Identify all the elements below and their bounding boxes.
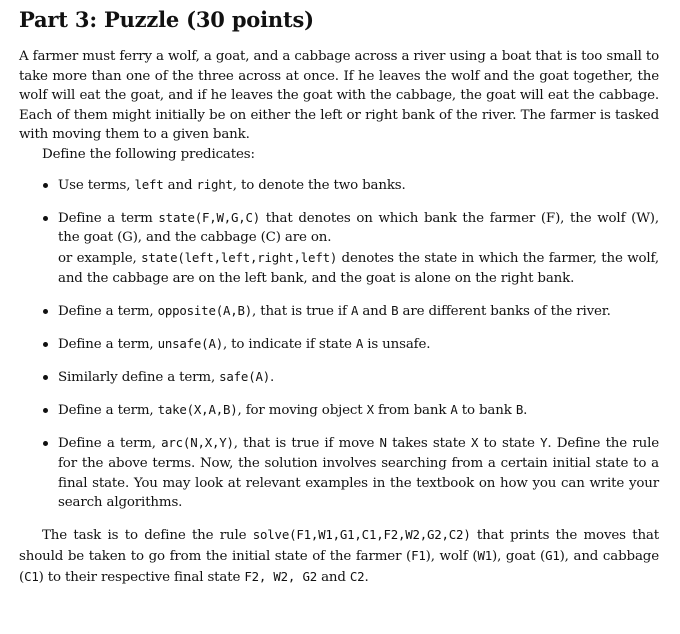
list-item-unsafe: Define a term, unsafe(A), to indicate if state A is unsafe. xyxy=(19,334,659,355)
bullet-icon xyxy=(43,408,48,413)
list-item-take: Define a term, take(X,A,B), for moving object X from bank A to bank B. xyxy=(19,400,659,421)
code-opposite: opposite(A,B) xyxy=(157,302,253,318)
section-title: Part 3: Puzzle (30 points) xyxy=(19,7,314,32)
code-safe: safe(A) xyxy=(219,369,270,385)
list-item-opposite: Define a term, opposite(A,B), that is true if A and B are different banks of the river. xyxy=(19,301,659,322)
code-unsafe: unsafe(A) xyxy=(157,335,223,351)
task-paragraph: The task is to define the rule solve(F1,W1,G1,C1,F2,W2,G2,C2) that prints the moves that should be taken to go from the initial state of the farmer (F1), wolf (W1), goat (G1), and cabbage (C1) to their respective final state F2, W2, G2 and C2. xyxy=(19,527,659,585)
bullet-icon xyxy=(43,183,48,188)
bullet-icon xyxy=(43,309,48,314)
define-predicates-line: Define the following predicates: xyxy=(42,146,255,162)
list-item-arc: Define a term, arc(N,X,Y), that is true if move N takes state X to state Y. Define the rule for the above terms. Now, the solution involves searching from a certain initial state to a final state. You may look at relevant examples in the textbook on how you can write your search algorithms. xyxy=(19,433,659,512)
bullet-icon xyxy=(43,375,48,380)
code-take: take(X,A,B) xyxy=(157,402,238,418)
code-solve: solve(F1,W1,G1,C1,F2,W2,G2,C2) xyxy=(252,527,471,543)
bullet-icon xyxy=(43,441,48,446)
predicate-list xyxy=(19,175,659,513)
list-item-safe: Similarly define a term, safe(A). xyxy=(19,367,659,388)
code-state: state(F,W,G,C) xyxy=(158,209,261,225)
list-item-state: Define a term state(F,W,G,C) that denotes on which bank the farmer (F), the wolf (W), the goat (G), and the cabbage (C) are on. or example, state(left,left,right,left) denotes the state in which the farmer, the wolf, and the cabbage are on the left bank, and the goat is alone on the right bank. xyxy=(19,208,659,288)
code-right: right xyxy=(196,176,233,192)
list-item-banks: Use terms, left and right, to denote the two banks. xyxy=(19,175,659,196)
document-page xyxy=(19,6,659,587)
code-arc: arc(N,X,Y) xyxy=(161,435,234,451)
bullet-icon xyxy=(43,342,48,347)
bullet-icon xyxy=(43,216,48,221)
intro-paragraph: A farmer must ferry a wolf, a goat, and a cabbage across a river using a boat that is too small to take more than one of the three across at once. If he leaves the wolf and the goat together, the wolf will eat the goat, and if he leaves the goat with the cabbage, the goat will eat the cabbage. Each of them might initially be on either the left or right bank of the river. The farmer is tasked with moving them to a given bank. xyxy=(19,49,659,143)
code-left: left xyxy=(134,176,164,192)
code-state-example: state(left,left,right,left) xyxy=(141,249,338,265)
